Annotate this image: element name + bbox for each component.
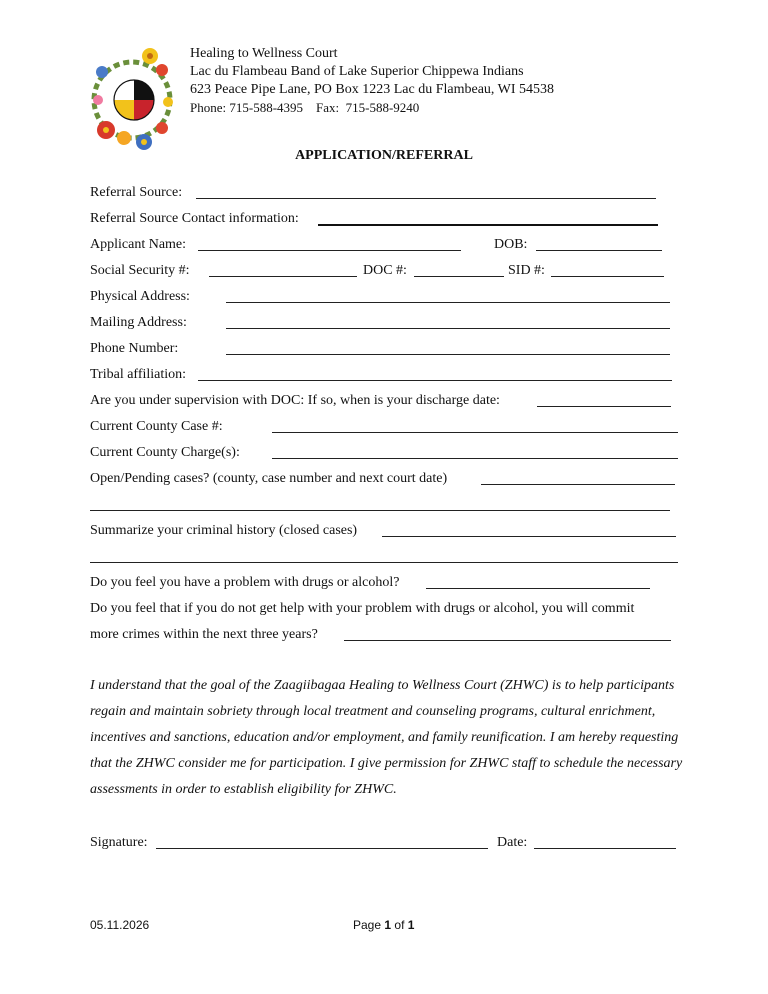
tribal-affiliation-field[interactable]: [198, 380, 672, 381]
discharge-date-field[interactable]: [537, 406, 671, 407]
referral-source-row: [90, 183, 690, 203]
referral-contact-field[interactable]: [318, 224, 658, 226]
criminal-history-field-2[interactable]: [90, 562, 678, 563]
physical-address-row: [90, 287, 690, 307]
signature-field[interactable]: [156, 848, 488, 849]
commit-crimes-row: [90, 599, 690, 619]
page-number: [353, 918, 414, 932]
signature-row: [90, 833, 690, 853]
criminal-history-row: [90, 521, 690, 541]
doc-number-field[interactable]: [414, 276, 504, 277]
tribal-affiliation-label: Tribal affiliation:: [90, 367, 187, 382]
county-case-field[interactable]: [272, 432, 678, 433]
header-phone: Phone: 715-588-4395 Fax: 715-588-9240: [190, 100, 420, 115]
physical-address-field[interactable]: [226, 302, 670, 303]
county-charges-row: [90, 443, 690, 463]
footer-date: 05.11.2026: [90, 918, 150, 932]
commit-crimes-label-1: Do you feel that if you do not get help with your problem with drugs or alcohol, you will commit: [90, 601, 635, 616]
referral-contact-row: [90, 209, 690, 229]
county-case-label: Current County Case #:: [90, 419, 223, 434]
mailing-address-field[interactable]: [226, 328, 670, 329]
date-label: Date:: [497, 835, 528, 850]
referral-source-field[interactable]: [196, 198, 656, 199]
header-address: 623 Peace Pipe Lane, PO Box 1223 Lac du Flambeau, WI 54538: [190, 82, 555, 97]
pending-cases-field[interactable]: [481, 484, 675, 485]
criminal-history-label: Summarize your criminal history (closed cases): [90, 523, 358, 538]
mailing-address-row: [90, 313, 690, 333]
page-prefix: Page: [353, 918, 382, 932]
page-total: 1: [407, 918, 415, 932]
ssn-field[interactable]: [209, 276, 357, 277]
applicant-row: [90, 235, 690, 255]
dob-field[interactable]: [536, 250, 662, 251]
ssn-label: Social Security #:: [90, 263, 190, 278]
id-numbers-row: [90, 261, 690, 281]
criminal-history-field[interactable]: [382, 536, 676, 537]
drugs-problem-row: [90, 573, 690, 593]
county-charges-field[interactable]: [272, 458, 678, 459]
referral-source-label: Referral Source:: [90, 185, 183, 200]
drugs-problem-label: Do you feel you have a problem with drugs or alcohol?: [90, 575, 400, 590]
supervision-label: Are you under supervision with DOC: If so, when is your discharge date:: [90, 393, 500, 408]
doc-number-label: DOC #:: [363, 263, 407, 278]
court-logo: [88, 42, 178, 154]
drugs-problem-field[interactable]: [426, 588, 650, 589]
county-case-row: [90, 417, 690, 437]
referral-contact-label: Referral Source Contact information:: [90, 211, 299, 226]
applicant-name-field[interactable]: [198, 250, 461, 251]
phone-number-field[interactable]: [226, 354, 670, 355]
header-org: Healing to Wellness Court: [190, 46, 338, 61]
form-title: APPLICATION/REFERRAL: [295, 148, 473, 163]
page-current: 1: [384, 918, 392, 932]
dob-label: DOB:: [494, 237, 528, 252]
county-charges-label: Current County Charge(s):: [90, 445, 240, 460]
page-of: of: [394, 918, 405, 932]
physical-address-label: Physical Address:: [90, 289, 190, 304]
phone-number-label: Phone Number:: [90, 341, 179, 356]
criminal-history-row-2: [90, 547, 690, 567]
pending-cases-row-2: [90, 495, 690, 515]
pending-cases-label: Open/Pending cases? (county, case number and next court date): [90, 471, 448, 486]
supervision-row: [90, 391, 690, 411]
pending-cases-row: [90, 469, 690, 489]
applicant-name-label: Applicant Name:: [90, 237, 187, 252]
tribal-affiliation-row: [90, 365, 690, 385]
mailing-address-label: Mailing Address:: [90, 315, 187, 330]
commit-crimes-label-2: more crimes within the next three years?: [90, 627, 318, 642]
header-band: Lac du Flambeau Band of Lake Superior Chippewa Indians: [190, 64, 524, 79]
medicine-wheel-icon: [88, 42, 178, 154]
signature-label: Signature:: [90, 835, 148, 850]
phone-number-row: [90, 339, 690, 359]
date-field[interactable]: [534, 848, 676, 849]
commit-crimes-field[interactable]: [344, 640, 671, 641]
pending-cases-field-2[interactable]: [90, 510, 670, 511]
sid-number-label: SID #:: [508, 263, 545, 278]
consent-statement: I understand that the goal of the Zaagiibagaa Healing to Wellness Court (ZHWC) is to help participants regain and maintain sobriety through local treatment and counseling programs, cultural enrichment, incentives and sanctions, education and/or employment, and family reunification. I am hereby requesting that the ZHWC consider me for participation. I give permission for ZHWC staff to schedule the necessary assessments in order to establish eligibility for ZHWC.: [90, 678, 683, 797]
commit-crimes-row-2: [90, 625, 690, 645]
sid-number-field[interactable]: [551, 276, 664, 277]
